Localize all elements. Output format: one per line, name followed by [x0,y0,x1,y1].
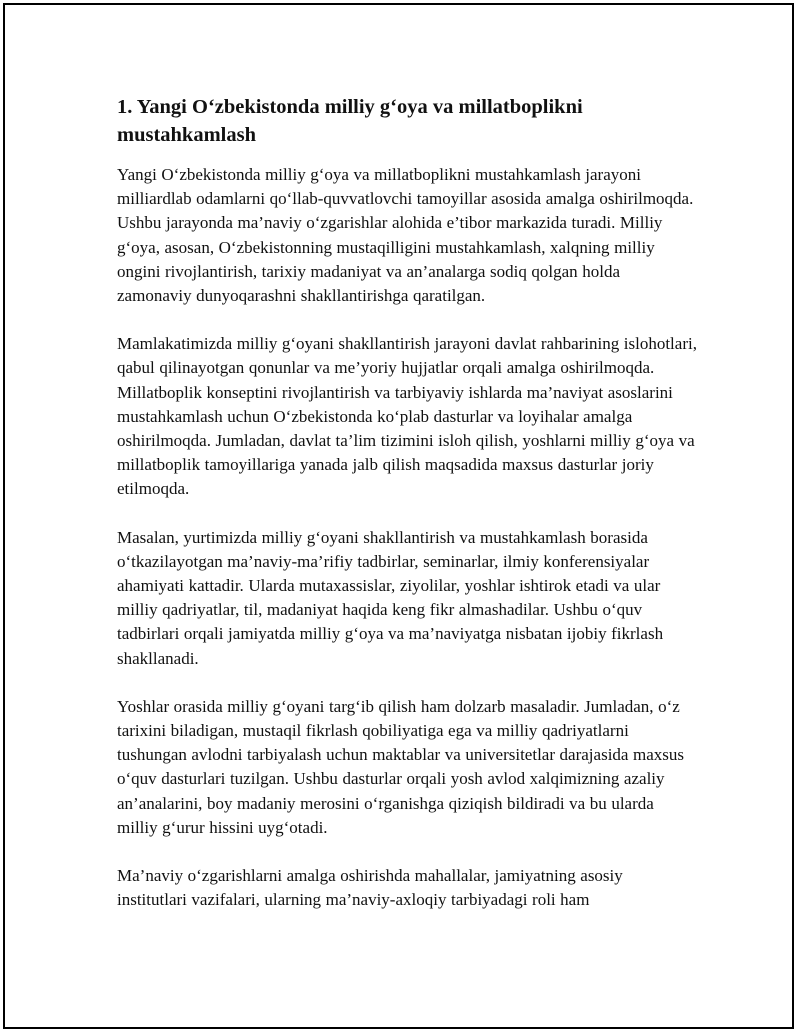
paragraph-4: Yoshlar orasida milliy g‘oyani targ‘ib qilish ham dolzarb masaladir. Jumladan, o‘z tarixini biladigan, mustaqil fikrlash qobiliyatiga ega va milliy qadriyatlarni tushungan avlodni tarbiyalash uchun maktablar va universitetlar darajasida maxsus o‘quv dasturlari tuzilgan. Ushbu dasturlar orqali yosh avlod xalqimizning azaliy an’analarini, boy madaniy merosini o‘rganishga qiziqish bildiradi va bu ularda milliy g‘urur hissini uyg‘otadi. [117,696,685,837]
paragraph-1: Yangi O‘zbekistonda milliy g‘oya va millatboplikni mustahkamlash jarayoni milliardlab odamlarni qo‘llab-quvvatlovchi tamoyillar asosida amalga oshirilmoqda. Ushbu jarayonda ma’naviy o‘zgarishlar alohida e’tibor markazida turadi. Milliy g‘oya, asosan, O‘zbekistonning mustaqilligini mustahkamlash, xalqning milliy ongini rivojlantirish, tarixiy madaniyat va an’analarga sodiq qolgan holda zamonaviy dunyoqarashni shakllantirishga qaratilgan. [117,165,694,306]
document-body [117,93,697,912]
paragraph-2: Mamlakatimizda milliy g‘oyani shakllantirish jarayoni davlat rahbarining islohotlari, qabul qilinayotgan qonunlar va me’yoriy hujjatlar orqali amalga oshirilmoqda. Millatboplik konseptini rivojlantirish va tarbiyaviy ishlarda ma’naviyat asoslarini mustahkamlash uchun O‘zbekistonda ko‘plab dasturlar va loyihalar amalga oshirilmoqda. Jumladan, davlat ta’lim tizimini isloh qilish, yoshlarni milliy g‘oya va millatboplik tamoyillariga yanada jalb qilish maqsadida maxsus dasturlar joriy etilmoqda. [117,334,697,499]
paragraph-3: Masalan, yurtimizda milliy g‘oyani shakllantirish va mustahkamlash borasida o‘tkazilayotgan ma’naviy-ma’rifiy tadbirlar, seminarlar, ilmiy konferensiyalar ahamiyati kattadir. Ularda mutaxassislar, ziyolilar, yoshlar ishtirok etadi va ular milliy qadriyatlar, til, madaniyat haqida keng fikr almashadilar. Ushbu o‘quv tadbirlari orqali jamiyatda milliy g‘oya va ma’naviyatga nisbatan ijobiy fikrlash shakllanadi. [117,527,664,668]
paragraph-5: Ma’naviy o‘zgarishlarni amalga oshirishda mahallalar, jamiyatning asosiy institutlari vazifalari, ularning ma’naviy-axloqiy tarbiyadagi roli ham [117,866,623,910]
section-heading: 1. Yangi O‘zbekistonda milliy g‘oya va millatboplikni mustahkamlash [117,96,583,146]
